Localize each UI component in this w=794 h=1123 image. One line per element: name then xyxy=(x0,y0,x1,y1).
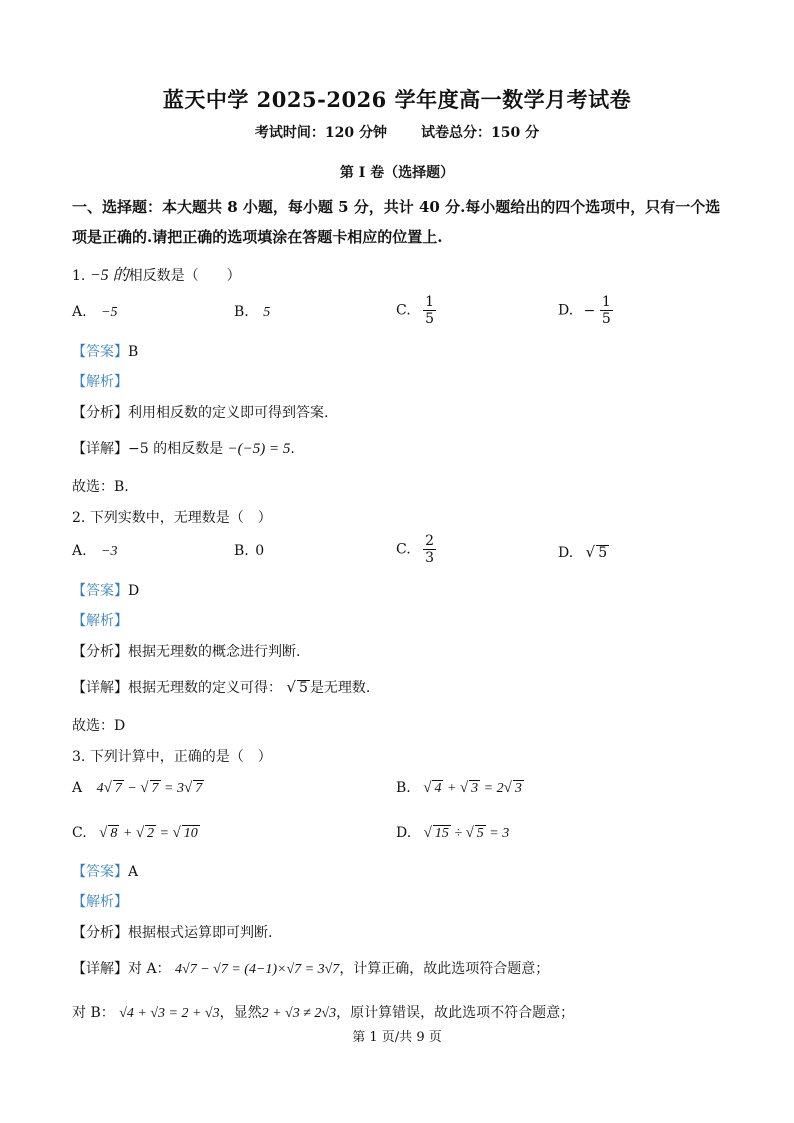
question-text: 下列计算中，正确的是（ ） xyxy=(89,749,272,765)
option-letter: A. xyxy=(72,304,87,320)
question-text: 下列实数中，无理数是（ ） xyxy=(89,510,272,526)
math-expression: 4√7 − √7 = (4−1)×√7 = 3√7 xyxy=(175,962,340,977)
q1-option-b[interactable] xyxy=(234,304,270,321)
math-expression: −(−5) = 5 xyxy=(227,441,291,457)
question-number: 3. xyxy=(72,749,86,765)
q2-option-c[interactable] xyxy=(396,533,436,566)
q2-detail: 【详解】根据无理数的定义可得： √ 5 是无理数. xyxy=(72,678,371,696)
fraction: $\frac{2}{3}$ xyxy=(425,533,435,566)
q3-option-d[interactable] xyxy=(396,825,509,842)
page-footer: 第 1 页/共 9 页 xyxy=(352,1030,442,1045)
option-letter: C. xyxy=(396,541,411,558)
question-number: 2. xyxy=(72,510,86,526)
q1-fenxi: 【分析】利用相反数的定义即可得到答案. xyxy=(72,405,329,421)
q1-option-a[interactable] xyxy=(72,304,117,321)
volume-heading: 第 I 卷（选择题） xyxy=(339,165,455,181)
option-letter: D. xyxy=(558,302,574,319)
math-expression: √ 8 + √ 2 = √ 10 xyxy=(99,825,198,841)
q2-analysis-label: 【解析】 xyxy=(72,613,128,629)
q2-choose: 故选：D xyxy=(72,718,126,734)
option-letter: C. xyxy=(396,302,411,319)
question-2-stem xyxy=(72,507,272,527)
q3-fenxi: 【分析】根据根式运算即可判断. xyxy=(72,925,273,941)
exam-score: 试卷总分：150 分 xyxy=(421,125,540,141)
option-letter: B. xyxy=(396,780,411,796)
q1-answer: 【答案】B xyxy=(72,344,139,360)
minus-sign: − xyxy=(583,302,596,319)
q1-option-d[interactable] xyxy=(558,294,613,327)
radical: √ 5 xyxy=(585,543,608,561)
page-title: 蓝天中学 2025-2026 学年度高一数学月考试卷 xyxy=(162,87,632,112)
question-expr: −5 的 xyxy=(89,267,129,284)
question-text: 相反数是（ ） xyxy=(128,268,241,284)
radical: √ 5 xyxy=(286,678,308,696)
question-1-stem xyxy=(72,262,241,285)
option-value: −5 xyxy=(101,305,118,320)
option-letter: A xyxy=(72,780,83,796)
option-letter: B. xyxy=(234,543,249,559)
option-value: 0 xyxy=(255,543,265,559)
option-letter: A. xyxy=(72,543,87,559)
q2-fenxi: 【分析】根据无理数的概念进行判断. xyxy=(72,644,301,660)
option-letter: B. xyxy=(234,304,249,320)
option-letter: C. xyxy=(72,825,87,841)
q3-option-b[interactable] xyxy=(396,780,524,797)
q3-detail-a: 【详解】对 A： 4√7 − √7 = (4−1)×√7 = 3√7，计算正确，故此选项符合题意； xyxy=(72,961,550,977)
q3-answer: 【答案】A xyxy=(72,864,139,880)
option-letter: D. xyxy=(558,545,574,561)
math-expression: 4√ 7 − √ 7 = 3√ 7 xyxy=(96,780,203,796)
exam-time: 考试时间：120 分钟 xyxy=(254,125,387,141)
q2-answer: 【答案】D xyxy=(72,583,140,599)
fraction: $\frac{1}{5}$ xyxy=(601,294,611,327)
fraction: $\frac{1}{5}$ xyxy=(425,294,435,327)
option-value: 5 xyxy=(263,305,271,320)
question-3-stem xyxy=(72,746,272,766)
option-value: −3 xyxy=(101,544,118,559)
q3-detail-b: 对 B： √4 + √3 = 2 + √3，显然2 + √3 ≠ 2√3，原计算错误，故此选项不符合题意； xyxy=(72,1005,575,1021)
exam-meta xyxy=(0,122,794,142)
q1-choose: 故选：B. xyxy=(72,479,129,495)
q3-analysis-label: 【解析】 xyxy=(72,894,128,910)
q2-option-b[interactable] xyxy=(234,543,264,559)
math-expression: 2 + √3 ≠ 2√3 xyxy=(261,1006,337,1021)
q1-analysis-label: 【解析】 xyxy=(72,374,128,390)
q3-option-c[interactable] xyxy=(72,825,200,842)
q1-option-c[interactable] xyxy=(396,294,436,327)
q1-detail: 【详解】−5 的相反数是 −(−5) = 5. xyxy=(72,441,295,457)
q3-option-a[interactable] xyxy=(72,780,204,797)
q2-option-d[interactable] xyxy=(558,543,609,561)
math-expression: √ 4 + √ 3 = 2√ 3 xyxy=(423,780,522,796)
q2-option-a[interactable] xyxy=(72,543,117,560)
math-expression: √ 15 ÷ √ 5 = 3 xyxy=(423,825,510,841)
section-heading: 一、选择题：本大题共 8 小题，每小题 5 分，共计 40 分.每小题给出的四个选项中，只有一个选项是正确的.请把正确的选项填涂在答题卡相应的位置上. xyxy=(72,198,721,246)
question-number: 1. xyxy=(72,268,86,284)
option-letter: D. xyxy=(396,825,412,841)
math-expression: √4 + √3 = 2 + √3 xyxy=(119,1006,220,1021)
